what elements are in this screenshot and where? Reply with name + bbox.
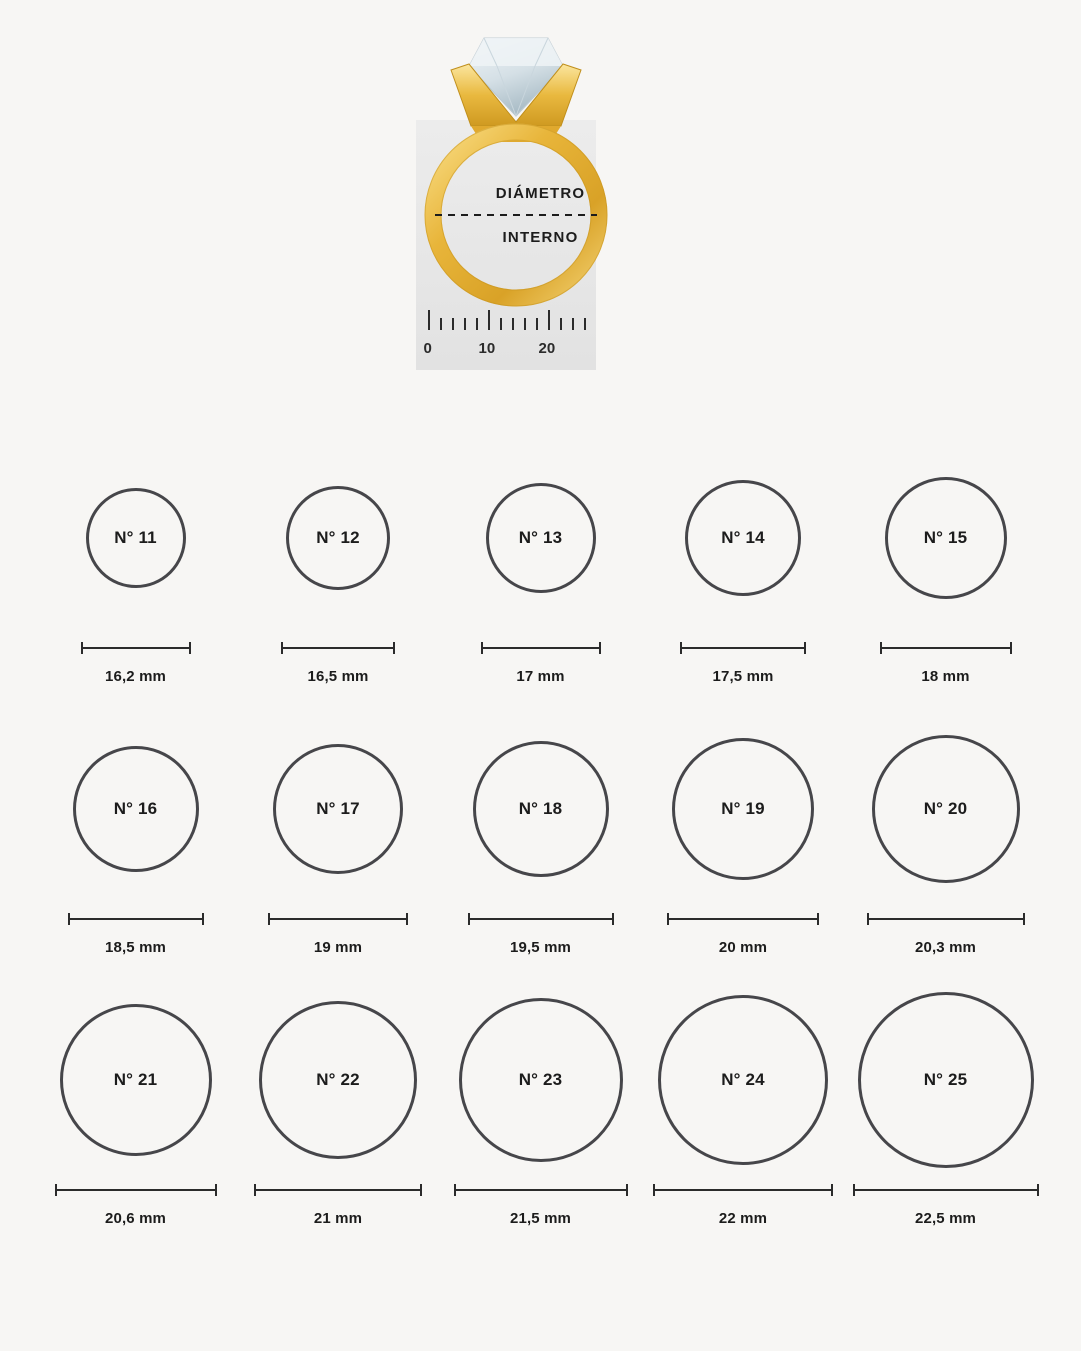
ring-size-label: N° 11 [114, 528, 157, 547]
measure-cap-right [831, 1184, 833, 1196]
measure-cap-left [867, 913, 869, 925]
diameter-value: 20,3 mm [914, 939, 977, 956]
diameter-measure-bar [680, 642, 806, 654]
diameter-value: 21 mm [313, 1210, 363, 1227]
ring-size-circle [685, 480, 801, 596]
measure-cap-left [281, 642, 283, 654]
measure-cap-left [667, 913, 669, 925]
ring-size-circle [60, 1004, 212, 1156]
diameter-measure-bar [454, 1184, 628, 1196]
diameter-measure-bar [281, 642, 395, 654]
measure-line [468, 918, 614, 920]
diameter-measure-bar [268, 913, 408, 925]
measure-cap-right [420, 1184, 422, 1196]
diameter-value: 19,5 mm [509, 939, 572, 956]
ring-circle-wrap [648, 990, 838, 1170]
measure-cap-right [406, 913, 408, 925]
ring-size-cell[interactable] [648, 719, 838, 956]
ring-size-cell[interactable] [851, 448, 1041, 685]
ring-size-cell[interactable] [851, 990, 1041, 1227]
diameter-measure-bar [254, 1184, 422, 1196]
diameter-measure-bar [667, 913, 819, 925]
measure-cap-left [81, 642, 83, 654]
diameter-value: 20,6 mm [104, 1210, 167, 1227]
measure-line [867, 918, 1025, 920]
ring-circle-wrap [851, 719, 1041, 899]
diameter-measure-bar [68, 913, 204, 925]
measure-line [880, 647, 1012, 649]
measure-cap-left [454, 1184, 456, 1196]
measure-line [680, 647, 806, 649]
ring-circle-wrap [243, 448, 433, 628]
ring-size-circle [486, 483, 596, 593]
diameter-value: 19 mm [313, 939, 363, 956]
ring-circle-wrap [243, 719, 433, 899]
measure-line [667, 918, 819, 920]
ring-circle-wrap [648, 719, 838, 899]
ring-size-cell[interactable] [446, 719, 636, 956]
measure-cap-right [1037, 1184, 1039, 1196]
ring-size-grid [41, 430, 1041, 1227]
ring-size-label: N° 13 [518, 528, 563, 547]
ring-size-label: N° 23 [518, 1070, 563, 1089]
ring-illustration [411, 30, 671, 400]
diameter-label-line2: INTERNO [502, 229, 579, 246]
ring-size-label: N° 16 [113, 799, 158, 818]
ring-size-circle [459, 998, 623, 1162]
ring-size-label: N° 15 [923, 528, 968, 547]
ring-size-cell[interactable] [648, 448, 838, 685]
measure-cap-left [268, 913, 270, 925]
measure-line [281, 647, 395, 649]
diameter-value: 18,5 mm [104, 939, 167, 956]
ring-diagram-header [0, 0, 1081, 430]
diameter-value: 16,5 mm [307, 668, 369, 685]
diameter-measure-bar [55, 1184, 217, 1196]
measure-line [481, 647, 601, 649]
ring-size-cell[interactable] [41, 448, 231, 685]
ring-size-cell[interactable] [41, 990, 231, 1227]
measure-line [254, 1189, 422, 1191]
ring-size-label: N° 14 [721, 528, 765, 547]
measure-cap-right [1023, 913, 1025, 925]
diameter-measure-bar [653, 1184, 833, 1196]
ring-size-label: N° 24 [721, 1070, 765, 1089]
measure-line [81, 647, 191, 649]
measure-cap-left [468, 913, 470, 925]
ring-size-circle [872, 735, 1020, 883]
measure-cap-left [481, 642, 483, 654]
ring-size-cell[interactable] [446, 990, 636, 1227]
ring-circle-wrap [41, 448, 231, 628]
ring-size-circle [273, 744, 403, 874]
ring-size-circle [885, 477, 1007, 599]
ring-size-row [41, 990, 1041, 1227]
ring-circle-wrap [446, 719, 636, 899]
ring-size-circle [73, 746, 199, 872]
diameter-label-line1: DIÁMETRO [495, 185, 586, 202]
diameter-measure-bar [853, 1184, 1039, 1196]
ring-size-cell[interactable] [41, 719, 231, 956]
measure-cap-right [599, 642, 601, 654]
diameter-measure-bar [81, 642, 191, 654]
ring-size-cell[interactable] [243, 990, 433, 1227]
diameter-measure-bar [867, 913, 1025, 925]
ring-circle-wrap [243, 990, 433, 1170]
ring-size-cell[interactable] [243, 448, 433, 685]
measure-cap-right [804, 642, 806, 654]
ring-size-label: N° 18 [518, 799, 563, 818]
measure-cap-right [1010, 642, 1012, 654]
ring-size-label: N° 25 [923, 1070, 968, 1089]
measure-cap-right [189, 642, 191, 654]
ring-size-row [41, 448, 1041, 685]
diameter-measure-bar [468, 913, 614, 925]
ring-size-circle [286, 486, 390, 590]
ring-size-cell[interactable] [648, 990, 838, 1227]
measure-cap-right [612, 913, 614, 925]
ring-size-label: N° 20 [923, 799, 968, 818]
ring-size-cell[interactable] [243, 719, 433, 956]
ring-circle-wrap [41, 719, 231, 899]
diameter-value: 22 mm [718, 1210, 768, 1227]
diameter-value: 20 mm [718, 939, 768, 956]
ring-circle-wrap [851, 448, 1041, 628]
ring-size-circle [658, 995, 828, 1165]
ring-size-label: N° 17 [316, 799, 360, 818]
measure-cap-left [254, 1184, 256, 1196]
ring-size-circle [473, 741, 609, 877]
ring-circle-wrap [446, 990, 636, 1170]
diameter-value: 17,5 mm [712, 668, 774, 685]
ruler-tick-10: 10 [478, 340, 496, 357]
ring-size-row [41, 719, 1041, 956]
measure-line [653, 1189, 833, 1191]
measure-cap-left [680, 642, 682, 654]
ring-size-label: N° 12 [316, 528, 360, 547]
measure-cap-left [880, 642, 882, 654]
diameter-value: 21,5 mm [509, 1210, 572, 1227]
measure-cap-left [853, 1184, 855, 1196]
diameter-measure-bar [481, 642, 601, 654]
ring-size-cell[interactable] [851, 719, 1041, 956]
ring-circle-wrap [851, 990, 1041, 1170]
diameter-value: 18 mm [921, 668, 970, 685]
ring-size-circle [858, 992, 1034, 1168]
measure-cap-left [55, 1184, 57, 1196]
measure-line [68, 918, 204, 920]
ruler-tick-20: 20 [538, 340, 556, 357]
diameter-measure-bar [880, 642, 1012, 654]
diameter-value: 22,5 mm [914, 1210, 977, 1227]
ruler-tick-labels [421, 340, 601, 364]
measure-line [853, 1189, 1039, 1191]
measure-line [454, 1189, 628, 1191]
ring-size-label: N° 21 [113, 1070, 158, 1089]
measure-cap-left [68, 913, 70, 925]
measure-cap-right [817, 913, 819, 925]
ring-circle-wrap [41, 990, 231, 1170]
measure-cap-right [626, 1184, 628, 1196]
ring-size-circle [259, 1001, 417, 1159]
ring-size-cell[interactable] [446, 448, 636, 685]
measure-cap-right [202, 913, 204, 925]
measure-cap-left [653, 1184, 655, 1196]
measure-cap-right [393, 642, 395, 654]
ring-circle-wrap [648, 448, 838, 628]
measure-line [55, 1189, 217, 1191]
ring-size-label: N° 19 [721, 799, 765, 818]
ring-size-label: N° 22 [316, 1070, 360, 1089]
diameter-value: 17 mm [516, 668, 565, 685]
ring-circle-wrap [446, 448, 636, 628]
ring-size-circle [672, 738, 814, 880]
ring-size-circle [86, 488, 186, 588]
diameter-value: 16,2 mm [104, 668, 167, 685]
measure-cap-right [215, 1184, 217, 1196]
ruler-tick-0: 0 [423, 340, 432, 357]
measure-line [268, 918, 408, 920]
